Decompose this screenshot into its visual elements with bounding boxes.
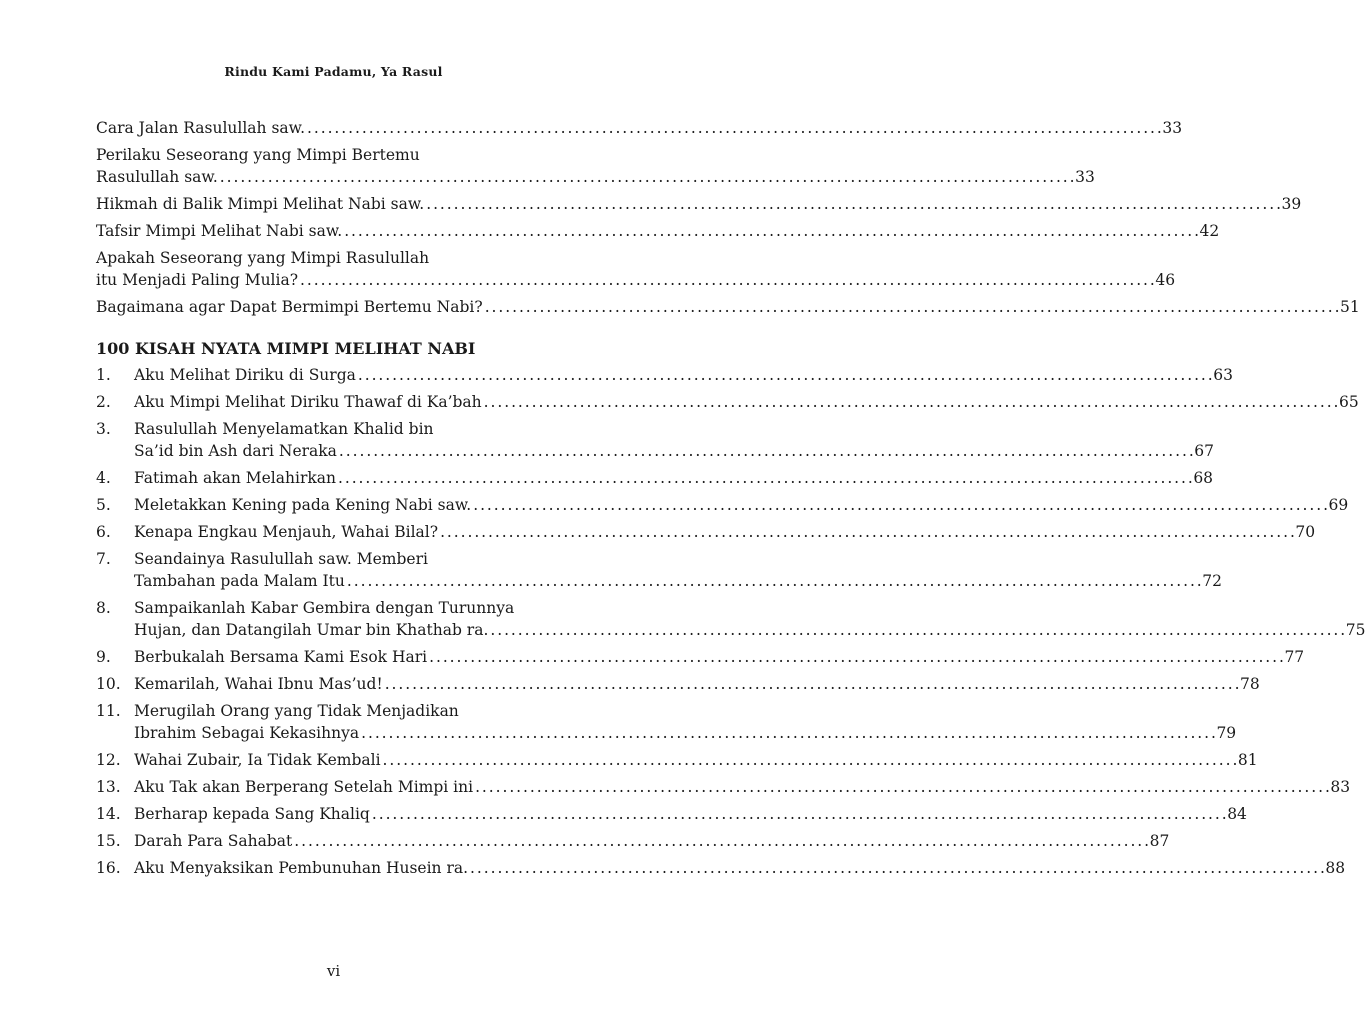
toc-entry-body: [134, 418, 1214, 462]
toc-numbered-entry: [96, 830, 1170, 852]
dot-leader: [484, 391, 1337, 413]
toc-page-number: 33: [1162, 119, 1183, 137]
toc-line: [96, 296, 1360, 318]
dot-leader: [475, 776, 1328, 798]
toc-page-number: 33: [1075, 168, 1095, 186]
toc-line: [134, 570, 1222, 592]
dot-leader: [358, 364, 1211, 386]
toc-line: [134, 722, 1236, 744]
toc-line: [134, 494, 1348, 516]
toc-line: [134, 440, 1214, 462]
dot-leader: [338, 467, 1191, 489]
dot-leader: [372, 803, 1225, 825]
toc-entry-title: Berbukalah Bersama Kami Esok Hari: [134, 648, 428, 666]
toc-entry-title: Apakah Seseorang yang Mimpi Rasulullah: [96, 249, 430, 267]
toc-entry-title: Seandainya Rasulullah saw. Memberi: [134, 550, 428, 568]
toc-page-number: 67: [1194, 442, 1214, 460]
toc-entry-number: 9.: [96, 648, 111, 666]
toc-page-number: 75: [1345, 621, 1365, 639]
dot-leader: [470, 857, 1323, 879]
dot-leader: [426, 193, 1279, 215]
toc-numbered-entry: [96, 467, 1214, 489]
toc-entry-title: Tafsir Mimpi Melihat Nabi saw.: [96, 222, 343, 240]
toc-line: [134, 619, 1365, 641]
dot-leader: [383, 749, 1236, 771]
toc-entry-body: [134, 673, 1260, 695]
dot-leader: [220, 166, 1073, 188]
table-of-contents: [96, 117, 1365, 884]
toc-entry-number: 7.: [96, 550, 111, 568]
toc-line: [96, 269, 1176, 291]
toc-entry-body: [134, 548, 1222, 592]
toc-entry-title: Sampaikanlah Kabar Gembira dengan Turunnya: [134, 599, 515, 617]
toc-page-number: 83: [1330, 778, 1351, 796]
toc-entry-body: [134, 494, 1348, 516]
toc-page-number: 78: [1240, 675, 1260, 693]
toc-line: [96, 144, 571, 166]
toc-numbered-entry: [96, 494, 1349, 516]
toc-page-number: 77: [1284, 648, 1305, 666]
toc-entry-body: [134, 803, 1247, 825]
toc-line: [134, 364, 1233, 386]
toc-numbered-entry: [96, 391, 1359, 413]
section-heading: 100 KISAH NYATA MIMPI MELIHAT NABI: [96, 339, 476, 358]
toc-page-number: 42: [1199, 222, 1220, 240]
toc-line: [134, 700, 1236, 722]
toc-entry-title: Aku Melihat Diriku di Surga: [134, 366, 356, 384]
toc-entry-number: 5.: [96, 496, 111, 514]
dot-leader: [473, 494, 1326, 516]
toc-entry-body: [134, 776, 1350, 798]
toc-entry-title: Bagaimana agar Dapat Bermimpi Bertemu Nabi?: [96, 298, 483, 316]
toc-entry: [96, 193, 1302, 215]
toc-entry-number: 8.: [96, 599, 111, 617]
toc-numbered-entry: [96, 364, 1233, 386]
toc-entry-number: 15.: [96, 832, 121, 850]
toc-entry-title: Hujan, dan Datangilah Umar bin Khathab ra.: [134, 621, 489, 639]
dot-leader: [429, 646, 1282, 668]
toc-line: [134, 391, 1359, 413]
toc-line: [96, 166, 1095, 188]
toc-entry-title: Fatimah akan Melahirkan: [134, 469, 336, 487]
toc-entries: [96, 117, 1360, 318]
toc-line: [96, 220, 1220, 242]
toc-entry-number: 10.: [96, 675, 121, 693]
page-number: vi: [326, 962, 341, 980]
toc-entry-number: 6.: [96, 523, 111, 541]
toc-line: [134, 776, 1350, 798]
toc-line: [96, 193, 1302, 215]
toc-entry-number: 2.: [96, 393, 111, 411]
toc-entry-body: [134, 749, 1258, 771]
toc-entry-number: 13.: [96, 778, 121, 796]
toc-line: [134, 521, 1315, 543]
toc-numbered-entry: [96, 418, 1214, 462]
toc-entry-title: Aku Mimpi Melihat Diriku Thawaf di Ka’bah: [134, 393, 482, 411]
toc-entry-body: [134, 857, 1345, 879]
toc-numbered-entries: [96, 364, 1365, 879]
toc-numbered-entry: [96, 646, 1305, 668]
toc-line: [134, 749, 1258, 771]
dot-leader: [485, 296, 1338, 318]
toc-line: [134, 597, 1365, 619]
toc-entry-title: Darah Para Sahabat: [134, 832, 293, 850]
toc-entry-number: 3.: [96, 420, 111, 438]
toc-entry-title: Rasulullah saw.: [96, 168, 218, 186]
dot-leader: [385, 673, 1238, 695]
toc-entry: [96, 117, 1183, 139]
toc-entry-number: 1.: [96, 366, 111, 384]
toc-page-number: 72: [1202, 572, 1222, 590]
toc-line: [134, 467, 1213, 489]
toc-entry-body: [134, 597, 1365, 641]
toc-numbered-entry: [96, 803, 1247, 825]
toc-numbered-entry: [96, 521, 1316, 543]
toc-numbered-entry: [96, 673, 1260, 695]
toc-entry-title: Sa’id bin Ash dari Neraka: [134, 442, 337, 460]
toc-page-number: 79: [1216, 724, 1237, 742]
toc-page-number: 63: [1213, 366, 1233, 384]
toc-line: [134, 548, 1222, 570]
toc-entry-title: Kemarilah, Wahai Ibnu Mas’ud!: [134, 675, 383, 693]
toc-line: [134, 830, 1169, 852]
toc-numbered-entry: [96, 749, 1258, 771]
toc-entry-body: [134, 364, 1233, 386]
toc-entry-title: Hikmah di Balik Mimpi Melihat Nabi saw.: [96, 195, 425, 213]
toc-entry: [96, 247, 1176, 291]
toc-page-number: 84: [1227, 805, 1247, 823]
toc-page-number: 46: [1155, 271, 1176, 289]
toc-entry: [96, 220, 1220, 242]
dot-leader: [344, 220, 1197, 242]
dot-leader: [440, 521, 1293, 543]
dot-leader: [294, 830, 1147, 852]
toc-page-number: 68: [1193, 469, 1214, 487]
toc-line: [96, 247, 571, 269]
toc-entry-title: Merugilah Orang yang Tidak Menjadikan: [134, 702, 459, 720]
toc-page-number: 65: [1338, 393, 1359, 411]
toc-entry-body: [134, 646, 1304, 668]
toc-entry-title: itu Menjadi Paling Mulia?: [96, 271, 299, 289]
dot-leader: [490, 619, 1343, 641]
toc-entry-title: Tambahan pada Malam Itu: [134, 572, 345, 590]
toc-page-number: 39: [1281, 195, 1302, 213]
toc-entry-title: Berharap kepada Sang Khaliq: [134, 805, 370, 823]
toc-line: [134, 673, 1260, 695]
dot-leader: [307, 117, 1160, 139]
toc-entry-body: [134, 467, 1213, 489]
toc-numbered-entry: [96, 857, 1346, 879]
toc-entry-body: [134, 521, 1315, 543]
toc-page-number: 70: [1295, 523, 1316, 541]
toc-entry-title: Perilaku Seseorang yang Mimpi Bertemu: [96, 146, 420, 164]
dot-leader: [300, 269, 1153, 291]
toc-page-number: 87: [1149, 832, 1170, 850]
toc-entry-title: Kenapa Engkau Menjauh, Wahai Bilal?: [134, 523, 439, 541]
toc-page-number: 81: [1237, 751, 1258, 769]
toc-entry-number: 12.: [96, 751, 121, 769]
dot-leader: [347, 570, 1200, 592]
toc-entry-title: Aku Menyaksikan Pembunuhan Husein ra.: [134, 859, 469, 877]
toc-page-number: 69: [1328, 496, 1349, 514]
toc-entry-number: 4.: [96, 469, 111, 487]
toc-line: [96, 117, 1183, 139]
toc-entry-body: [134, 391, 1359, 413]
toc-entry-number: 11.: [96, 702, 121, 720]
toc-entry-title: Aku Tak akan Berperang Setelah Mimpi ini: [134, 778, 474, 796]
dot-leader: [361, 722, 1214, 744]
dot-leader: [339, 440, 1192, 462]
toc-numbered-entry: [96, 776, 1351, 798]
toc-entry-title: Wahai Zubair, Ia Tidak Kembali: [134, 751, 381, 769]
running-head: Rindu Kami Padamu, Ya Rasul: [224, 64, 443, 79]
toc-entry-title: Rasulullah Menyelamatkan Khalid bin: [134, 420, 434, 438]
toc-line: [134, 857, 1345, 879]
toc-entry-title: Ibrahim Sebagai Kekasihnya: [134, 724, 360, 742]
toc-numbered-entry: [96, 597, 1365, 641]
toc-line: [134, 646, 1304, 668]
toc-line: [134, 803, 1247, 825]
toc-entry-body: [134, 830, 1169, 852]
toc-entry-title: Cara Jalan Rasulullah saw.: [96, 119, 306, 137]
toc-entry-number: 14.: [96, 805, 121, 823]
toc-entry: [96, 296, 1360, 318]
toc-entry: [96, 144, 1095, 188]
toc-line: [134, 418, 1214, 440]
toc-entry-number: 16.: [96, 859, 121, 877]
toc-page-number: 88: [1325, 859, 1346, 877]
toc-page-number: 51: [1340, 298, 1360, 316]
toc-entry-title: Meletakkan Kening pada Kening Nabi saw.: [134, 496, 472, 514]
toc-entry-body: [134, 700, 1236, 744]
toc-numbered-entry: [96, 700, 1237, 744]
toc-numbered-entry: [96, 548, 1222, 592]
